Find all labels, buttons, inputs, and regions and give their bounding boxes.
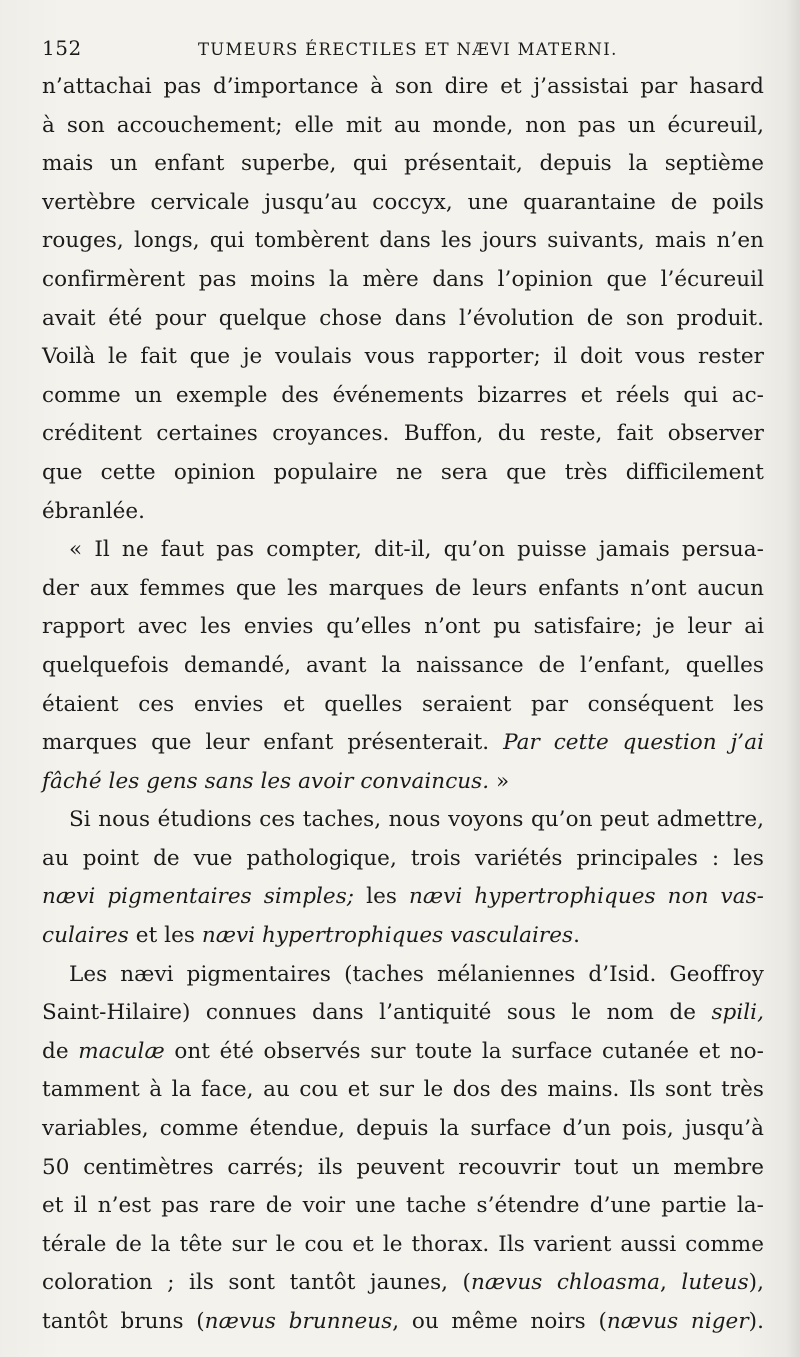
text-fragment: les xyxy=(354,884,410,910)
italic-fragment: nævus niger xyxy=(606,1309,749,1334)
page-edge-shadow xyxy=(786,0,800,1357)
italic-fragment: culaires xyxy=(42,923,129,949)
text-line: Si nous étudions ces taches, nous voyons qu’on peut admettre, xyxy=(69,807,764,833)
text-line xyxy=(42,1264,764,1303)
text-line: créditent certaines croyances. Buffon, du reste, fait observer xyxy=(42,421,764,447)
text-line xyxy=(42,1303,764,1342)
text-line: n’attachai pas d’importance à son dire et j’assistai par hasard xyxy=(42,74,764,99)
text-line: mais un enfant superbe, qui présentait, depuis la septième xyxy=(42,151,764,177)
italic-fragment: Par cette question j’ai xyxy=(503,730,764,756)
text-line xyxy=(42,994,764,1033)
italic-fragment: nævus chloasma xyxy=(471,1270,660,1296)
text-line: rouges, longs, qui tombèrent dans les jours suivants, mais n’en xyxy=(42,228,764,254)
text-line xyxy=(42,724,764,763)
text-line: étaient ces envies et quelles seraient par conséquent les xyxy=(42,691,764,717)
text-line: au point de vue pathologique, trois variétés principales : les xyxy=(42,845,764,871)
text-fragment: tantôt bruns ( xyxy=(42,1309,205,1334)
text-line: à son accouchement; elle mit au monde, non pas un écureuil, xyxy=(42,112,764,138)
text-fragment: de xyxy=(42,1038,79,1064)
italic-fragment: luteus xyxy=(681,1270,749,1296)
text-fragment: Saint-Hilaire) connues dans l’antiquité sous le nom de xyxy=(42,1000,712,1026)
text-line: vertèbre cervicale jusqu’au coccyx, une quarantaine de poils xyxy=(42,189,764,215)
text-fragment: ), xyxy=(748,1270,764,1296)
text-line: rapport avec les envies qu’elles n’ont pu satisfaire; je leur ai xyxy=(42,614,764,640)
text-line: tamment à la face, au cou et sur le dos des mains. Ils sont très xyxy=(42,1077,764,1103)
italic-fragment: nævus brunneus xyxy=(204,1309,393,1334)
text-fragment: ont été observés sur toute la surface cutanée et no- xyxy=(164,1038,764,1064)
text-line: que cette opinion populaire ne sera que très difficilement xyxy=(42,459,764,485)
italic-fragment: fâché les gens sans les avoir convaincus. xyxy=(42,768,490,794)
italic-fragment: nævi hypertrophiques non vas- xyxy=(409,884,764,910)
page-number: 152 xyxy=(42,36,82,60)
text-line: confirmèrent pas moins la mère dans l’opinion que l’écureuil xyxy=(42,266,764,292)
italic-fragment: nævi hypertrophiques vasculaires xyxy=(201,923,574,949)
text-fragment: , xyxy=(660,1270,682,1296)
text-line xyxy=(42,1033,764,1072)
text-line: « Il ne faut pas compter, dit-il, qu’on puisse jamais persua- xyxy=(69,537,764,563)
text-line: et il n’est pas rare de voir une tache s’étendre d’une partie la- xyxy=(42,1193,764,1219)
text-line: ébranlée. xyxy=(42,498,146,524)
text-line xyxy=(42,763,764,802)
text-line: térale de la tête sur le cou et le thorax. Ils varient aussi comme xyxy=(42,1231,764,1257)
text-line: 50 centimètres carrés; ils peuvent recouvrir tout un membre xyxy=(42,1154,764,1180)
text-line: variables, comme étendue, depuis la surface d’un pois, jusqu’à xyxy=(42,1116,764,1142)
page-text xyxy=(42,68,764,1342)
text-fragment: ). xyxy=(748,1309,764,1334)
running-title: TUMEURS ÉRECTILES ET NÆVI MATERNI. xyxy=(198,40,618,59)
text-fragment: marques que leur enfant présenterait. xyxy=(42,730,504,756)
italic-fragment: spili, xyxy=(711,1000,764,1026)
text-line xyxy=(42,878,764,917)
text-line: avait été pour quelque chose dans l’évolution de son produit. xyxy=(42,305,764,331)
text-line xyxy=(42,917,764,956)
text-fragment: coloration ; ils sont tantôt jaunes, ( xyxy=(42,1270,471,1296)
text-line: Les nævi pigmentaires (taches mélaniennes d’Isid. Geoffroy xyxy=(69,961,764,987)
text-fragment: » xyxy=(489,768,510,794)
text-line: der aux femmes que les marques de leurs enfants n’ont aucun xyxy=(42,575,764,601)
text-fragment: et les xyxy=(128,923,202,949)
text-fragment: . xyxy=(573,923,581,949)
text-line: comme un exemple des événements bizarres et réels qui ac- xyxy=(42,382,764,408)
text-fragment: , ou même noirs ( xyxy=(392,1309,607,1334)
running-head xyxy=(42,36,764,60)
italic-fragment: maculæ xyxy=(78,1038,165,1064)
text-line: quelquefois demandé, avant la naissance de l’enfant, quelles xyxy=(42,652,764,678)
text-line: Voilà le fait que je voulais vous rapporter; il doit vous rester xyxy=(42,344,764,370)
italic-fragment: nævi pigmentaires simples; xyxy=(42,884,355,910)
